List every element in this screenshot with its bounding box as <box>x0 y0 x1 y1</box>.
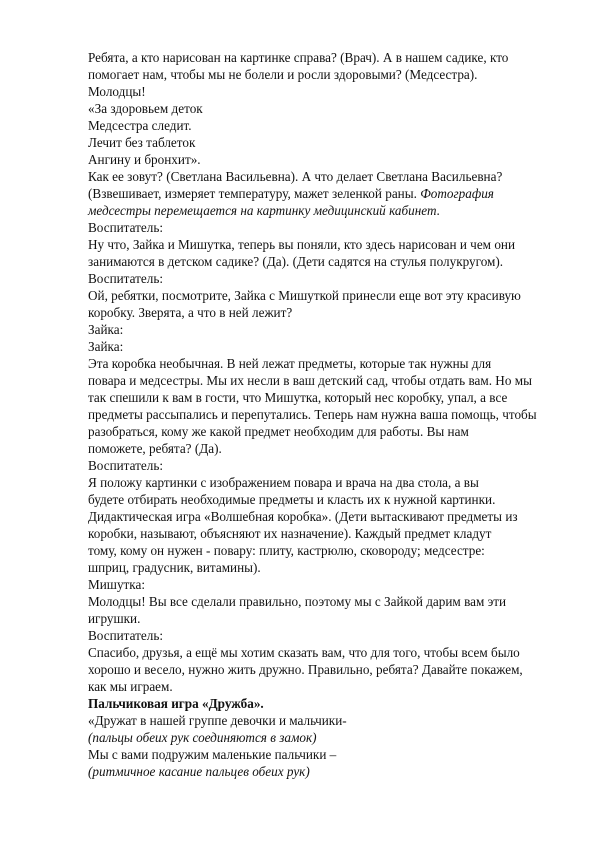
text-line <box>88 168 502 185</box>
text-line <box>88 593 506 610</box>
text-line-content: Воспитатель: <box>88 628 163 643</box>
text-line-content: шприц, градусник, витамины). <box>88 560 261 575</box>
text-line <box>88 355 491 372</box>
text-line <box>88 406 537 423</box>
text-line-tail: . <box>436 203 440 218</box>
text-line-content: Я положу картинки с изображением повара и врача на два стола, а вы <box>88 475 479 490</box>
text-line-content: (пальцы обеих рук соединяются в замок) <box>88 730 317 745</box>
text-line <box>88 270 163 287</box>
text-line-content: Молодцы! <box>88 84 146 99</box>
text-line <box>88 474 479 491</box>
text-line-content: Ребята, а кто нарисован на картинке справа? (Врач). А в нашем садике, кто <box>88 50 509 65</box>
text-line <box>88 202 440 219</box>
text-line <box>88 49 508 66</box>
text-line <box>88 236 515 253</box>
text-line <box>88 151 201 168</box>
text-line-content: Зайка: <box>88 322 124 337</box>
text-line-content: разобраться, кому же какой предмет необходим для работы. Вы нам <box>88 424 469 439</box>
text-line-content: «Дружат в нашей группе девочки и мальчики- <box>88 713 347 728</box>
text-line-content: коробки, называют, объясняют их назначение). Каждый предмет кладут <box>88 526 492 541</box>
text-line-content: (ритмичное касание пальцев обеих рук) <box>88 764 310 779</box>
text-line <box>88 576 145 593</box>
text-line <box>88 644 520 661</box>
text-line-content: Воспитатель: <box>88 271 163 286</box>
text-line <box>88 185 494 202</box>
text-line <box>88 134 195 151</box>
text-line <box>88 627 163 644</box>
text-line-content: Зайка: <box>88 339 124 354</box>
text-line <box>88 423 469 440</box>
text-line <box>88 117 192 134</box>
text-line-content: Воспитатель: <box>88 220 163 235</box>
text-line <box>88 440 222 457</box>
text-line <box>88 746 336 763</box>
text-line-content: Пальчиковая игра «Дружба». <box>88 696 264 711</box>
text-line <box>88 457 163 474</box>
text-line-content: помогает нам, чтобы мы не болели и росли здоровыми? (Медсестра). <box>88 67 478 82</box>
text-line-content: Медсестра следит. <box>88 118 192 133</box>
text-line <box>88 100 203 117</box>
text-line-content: (Взвешивает, измеряет температуру, мажет зеленкой раны. <box>88 186 421 201</box>
text-line-content: Как ее зовут? (Светлана Васильевна). А что делает Светлана Васильевна? <box>88 169 503 184</box>
text-line-content: поможете, ребята? (Да). <box>88 441 222 456</box>
text-line-content: тому, кому он нужен - повару: плиту, кастрюлю, сковороду; медсестре: <box>88 543 485 558</box>
text-line <box>88 712 347 729</box>
text-line-content: Молодцы! Вы все сделали правильно, поэтому мы с Зайкой дарим вам эти <box>88 594 507 609</box>
text-line-content: Эта коробка необычная. В ней лежат предметы, которые так нужны для <box>88 356 492 371</box>
text-line-content: занимаются в детском садике? (Да). (Дети садятся на стулья полукругом). <box>88 254 504 269</box>
text-line <box>88 508 518 525</box>
text-line-content: коробку. Зверята, а что в ней лежит? <box>88 305 293 320</box>
text-line-content: Мишутка: <box>88 577 146 592</box>
text-line-content: Ангину и бронхит». <box>88 152 201 167</box>
text-line-italic-tail: Фотография <box>420 186 494 201</box>
text-line <box>88 338 123 355</box>
text-line-content: как мы играем. <box>88 679 173 694</box>
text-line-content: Ой, ребятки, посмотрите, Зайка с Мишуткой принесли еще вот эту красивую <box>88 288 521 303</box>
text-line <box>88 287 521 304</box>
text-line-content: игрушки. <box>88 611 141 626</box>
text-line <box>88 559 261 576</box>
text-line <box>88 695 264 712</box>
text-line-content: будете отбирать необходимые предметы и класть их к нужной картинки. <box>88 492 496 507</box>
text-line <box>88 729 317 746</box>
text-line <box>88 763 310 780</box>
text-line <box>88 253 503 270</box>
text-line-content: так спешили к вам в гости, что Мишутка, который нес коробку, упал, а все <box>88 390 508 405</box>
text-line <box>88 525 491 542</box>
text-line-content: повара и медсестры. Мы их несли в ваш детский сад, чтобы отдать вам. Но мы <box>88 373 532 388</box>
text-line <box>88 661 523 678</box>
text-line <box>88 321 123 338</box>
text-line <box>88 83 146 100</box>
text-line-content: хорошо и весело, нужно жить дружно. Правильно, ребята? Давайте покажем, <box>88 662 523 677</box>
text-line-content: Воспитатель: <box>88 458 163 473</box>
text-line-content: «За здоровьем деток <box>88 101 203 116</box>
text-line-content: Дидактическая игра «Волшебная коробка». (Дети вытаскивают предметы из <box>88 509 518 524</box>
text-line-content: Лечит без таблеток <box>88 135 196 150</box>
text-line <box>88 542 485 559</box>
text-line <box>88 304 292 321</box>
text-line-content: Ну что, Зайка и Мишутка, теперь вы поняли, кто здесь нарисован и чем они <box>88 237 516 252</box>
text-line <box>88 372 532 389</box>
text-line <box>88 219 163 236</box>
text-line <box>88 66 477 83</box>
text-line <box>88 389 507 406</box>
text-line-content: Спасибо, друзья, а ещё мы хотим сказать вам, что для того, чтобы всем было <box>88 645 520 660</box>
text-line-content: Мы с вами подружим маленькие пальчики – <box>88 747 337 762</box>
text-line <box>88 491 495 508</box>
text-line <box>88 678 173 695</box>
text-line-content: предметы рассыпались и перепутались. Теперь нам нужна ваша помощь, чтобы <box>88 407 537 422</box>
text-line-content: медсестры перемещается на картинку медицинский кабинет <box>88 203 437 218</box>
text-line <box>88 610 140 627</box>
